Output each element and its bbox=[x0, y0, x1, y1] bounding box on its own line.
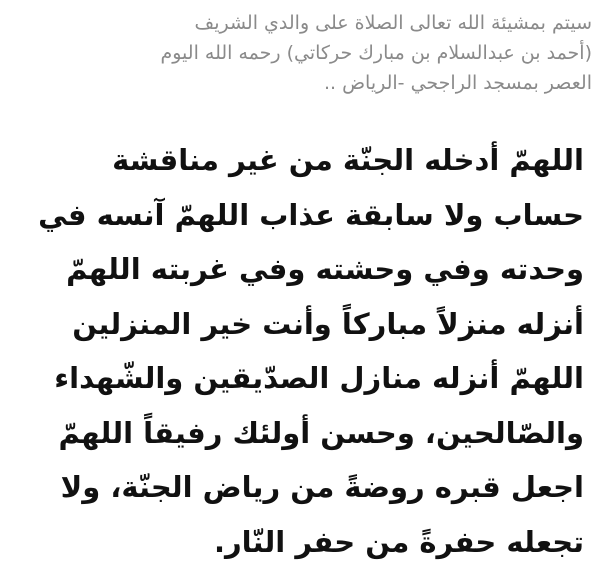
supplication-line-8: تجعله حفرةً من حفر النّار. bbox=[213, 524, 584, 559]
supplication-line-1: اللهمّ أدخله الجنّة من غير مناقشة bbox=[112, 143, 584, 177]
notice-line-3: العصر بمسجد الراجحي -الرياض .. bbox=[323, 72, 592, 94]
supplication-line-2: حساب ولا سابقة عذاب اللهمّ آنسه في bbox=[38, 197, 584, 232]
notice-line-2: (أحمد بن عبدالسلام بن مبارك حركاتي) رحمه الله اليوم bbox=[160, 42, 592, 64]
supplication-line-5: اللهمّ أنزله منازل الصدّيقين والشّهداء bbox=[54, 361, 584, 395]
funeral-prayer-notice bbox=[12, 8, 592, 98]
supplication-line-3: وحدته وفي وحشته وفي غربته اللهمّ bbox=[66, 252, 584, 286]
supplication-line-4: أنزله منزلاً مباركاً وأنت خير المنزلين bbox=[72, 306, 584, 341]
supplication-line-7: اجعل قبره روضةً من رياض الجنّة، ولا bbox=[60, 470, 584, 504]
notice-line-1: سيتم بمشيئة الله تعالى الصلاة على والدي الشريف bbox=[194, 12, 592, 34]
supplication-line-6: والصّالحين، وحسن أولئك رفيقاً اللهمّ bbox=[58, 415, 584, 450]
supplication-text bbox=[14, 133, 584, 569]
